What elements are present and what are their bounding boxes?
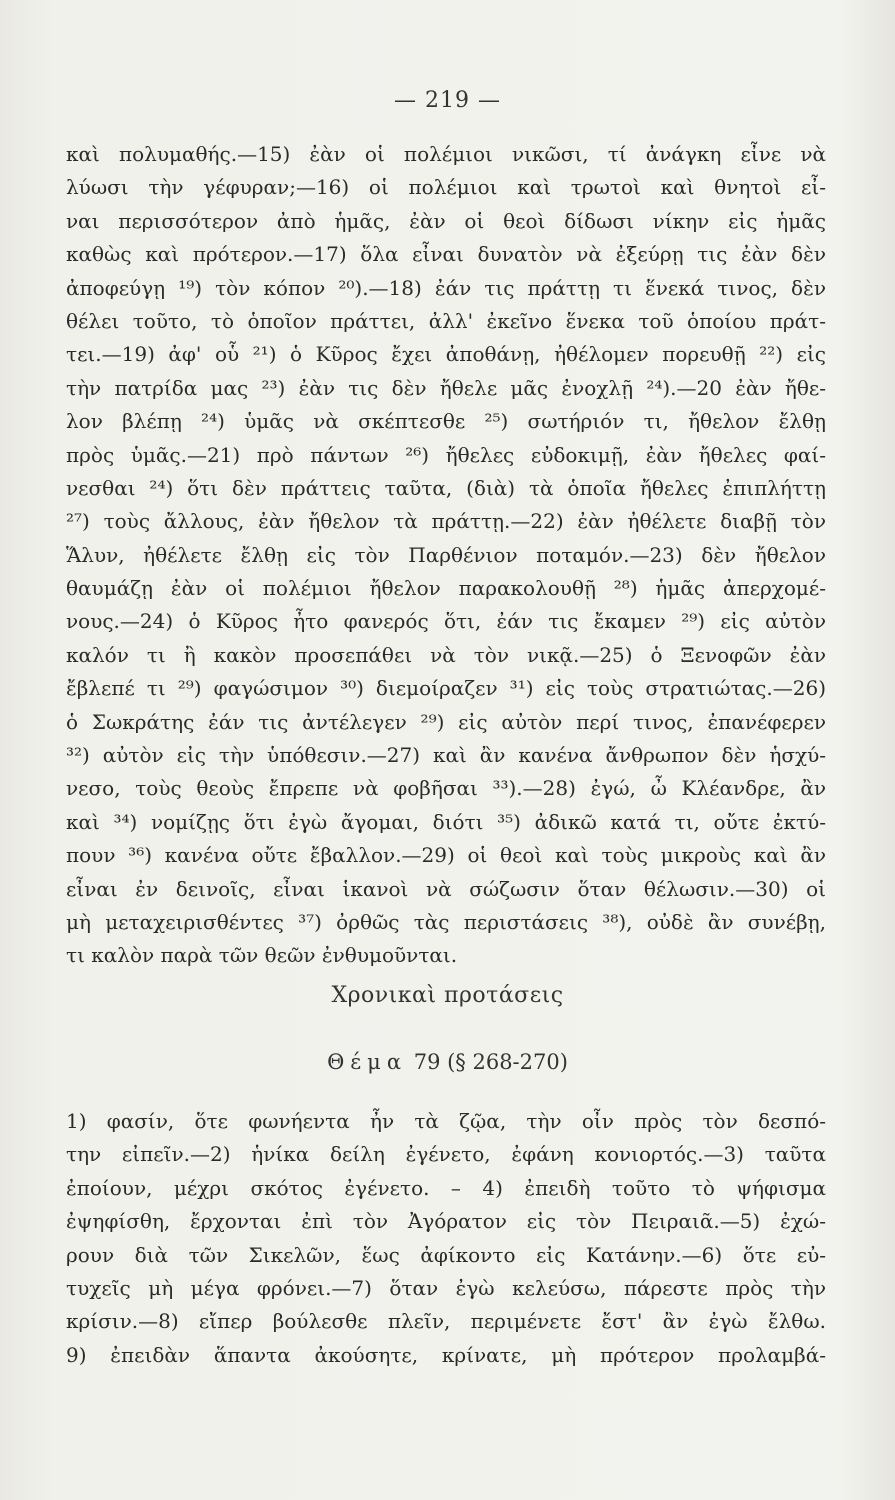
text-line: τι καλὸν παρὰ τῶν θεῶν ἐνθυμοῦνται. <box>66 943 458 968</box>
text-line: τει.—19) ἀφ' οὗ ²¹) ὁ Κῦρος ἔχει ἀποθάνῃ, ἠθέλομεν πορευθῇ ²²) εἰς <box>66 342 826 367</box>
text-line: ναι περισσότερον ἀπὸ ἡμᾶς, ἐὰν οἱ θεοὶ δίδωσι νίκην εἰς ἡμᾶς <box>66 208 826 233</box>
text-line: 1) φασίν, ὅτε φωνήεντα ἦν τὰ ζῷα, τὴν οἶν πρὸς τὸν δεσπό- <box>66 1109 826 1133</box>
theme-word: Θέμα <box>327 1050 408 1074</box>
text-line: ἐψηφίσθη, ἔρχονται ἐπὶ τὸν Ἀγόρατον εἰς τὸν Πειραιᾶ.—5) ἐχώ- <box>66 1209 826 1234</box>
text-line: εἶναι ἐν δεινοῖς, εἶναι ἱκανοὶ νὰ σώζωσιν ὅταν θέλωσιν.—30) οἱ <box>66 876 826 901</box>
page-number: — 219 — <box>394 88 501 113</box>
text-line: καθὼς καὶ πρότερον.—17) ὅλα εἶναι δυνατὸν νὰ ἐξεύρῃ τις ἐὰν δὲν <box>66 242 826 267</box>
text-line: νους.—24) ὁ Κῦρος ἦτο φανερός ὅτι, ἐάν τις ἔκαμεν ²⁹) εἰς αὐτὸν <box>66 609 826 634</box>
text-line: θέλει τοῦτο, τὸ ὁποῖον πράττει, ἀλλ' ἐκεῖνο ἕνεκα τοῦ ὁποίου πράτ- <box>66 308 826 333</box>
text-line: κρίσιν.—8) εἴπερ βούλεσθε πλεῖν, περιμένετε ἔστ' ἂν ἐγὼ ἔλθω. <box>66 1309 826 1334</box>
text-line: τὴν πατρίδα μας ²³) ἐὰν τις δὲν ἤθελε μᾶς ἐνοχλῇ ²⁴).—20 ἐὰν ἤθε- <box>66 375 826 400</box>
section-heading: Χρονικαὶ προτάσεις <box>331 983 564 1008</box>
theme-reference: 79 (§ 268-270) <box>413 1050 568 1074</box>
text-line: ρουν διὰ τῶν Σικελῶν, ἕως ἀφίκοντο εἰς Κατάνην.—6) ὅτε εὐ- <box>66 1242 826 1267</box>
text-line: την εἰπεῖν.—2) ἡνίκα δείλη ἐγένετο, ἐφάνη κονιορτός.—3) ταῦτα <box>66 1142 826 1167</box>
paragraph-exercises <box>66 138 826 973</box>
text-line: πρὸς ὑμᾶς.—21) πρὸ πάντων ²⁶) ἤθελες εὐδοκιμῇ, ἐὰν ἤθελες φαί- <box>66 442 826 467</box>
text-line: ἔβλεπέ τι ²⁹) φαγώσιμον ³⁰) διεμοίραζεν ³¹) εἰς τοὺς στρατιώτας.—26) <box>66 676 826 701</box>
paragraph-temporal-clauses <box>66 1105 826 1372</box>
text-line: 9) ἐπειδὰν ἅπαντα ἀκούσητε, κρίνατε, μὴ πρότερον προλαμβά- <box>66 1342 826 1367</box>
text-line: μὴ μεταχειρισθέντες ³⁷) ὀρθῶς τὰς περιστάσεις ³⁸), οὐδὲ ἂν συνέβῃ, <box>66 909 826 934</box>
text-line: πουν ³⁶) κανένα οὔτε ἔβαλλον.—29) οἱ θεοὶ καὶ τοὺς μικροὺς καὶ ἂν <box>66 843 826 868</box>
text-line: τυχεῖς μὴ μέγα φρόνει.—7) ὅταν ἐγὼ κελεύσω, πάρεστε πρὸς τὴν <box>66 1275 826 1300</box>
text-line: καὶ ³⁴) νομίζῃς ὅτι ἐγὼ ἄγομαι, διότι ³⁵) ἀδικῶ κατά τι, οὔτε ἐκτύ- <box>66 809 826 834</box>
text-line: ³²) αὐτὸν εἰς τὴν ὑπόθεσιν.—27) καὶ ἂν κανένα ἄνθρωπον δὲν ἡσχύ- <box>66 743 826 768</box>
text-line: καλόν τι ἢ κακὸν προσεπάθει νὰ τὸν νικᾷ.—25) ὁ Ξενοφῶν ἐὰν <box>66 642 826 667</box>
text-line: ἐποίουν, μέχρι σκότος ἐγένετο. – 4) ἐπειδὴ τοῦτο τὸ ψήφισμα <box>66 1175 826 1200</box>
text-line: ²⁷) τοὺς ἄλλους, ἐὰν ἤθελον τὰ πράττῃ.—22) ἐὰν ἠθέλετε διαβῇ τὸν <box>66 509 826 534</box>
text-line: καὶ πολυμαθής.—15) ἐὰν οἱ πολέμιοι νικῶσι, τί ἀνάγκη εἶνε νὰ <box>66 142 826 166</box>
text-line: λύωσι τὴν γέφυραν;—16) οἱ πολέμιοι καὶ τρωτοὶ καὶ θνητοὶ εἶ- <box>66 175 826 200</box>
theme-heading <box>0 1050 895 1074</box>
text-line: νεσο, τοὺς θεοὺς ἔπρεπε νὰ φοβῆσαι ³³).—28) ἐγώ, ὦ Κλέανδρε, ἂν <box>66 776 826 801</box>
text-line: ἀποφεύγῃ ¹⁹) τὸν κόπον ²⁰).—18) ἐάν τις πράττῃ τι ἕνεκά τινος, δὲν <box>66 275 826 300</box>
text-line: νεσθαι ²⁴) ὅτι δὲν πράττεις ταῦτα, (διὰ) τὰ ὁποῖα ἤθελες ἐπιπλήττῃ <box>66 475 826 500</box>
text-line: Ἅλυν, ἠθέλετε ἔλθῃ εἰς τὸν Παρθένιον ποταμόν.—23) δὲν ἤθελον <box>66 542 826 567</box>
text-line: ὁ Σωκράτης ἐάν τις ἀντέλεγεν ²⁹) εἰς αὐτὸν περί τινος, ἐπανέφερεν <box>66 709 826 734</box>
text-line: λον βλέπῃ ²⁴) ὑμᾶς νὰ σκέπτεσθε ²⁵) σωτήριόν τι, ἤθελον ἔλθῃ <box>66 409 826 434</box>
text-line: θαυμάζῃ ἐὰν οἱ πολέμιοι ἤθελον παρακολουθῇ ²⁸) ἡμᾶς ἀπερχομέ- <box>66 576 826 601</box>
